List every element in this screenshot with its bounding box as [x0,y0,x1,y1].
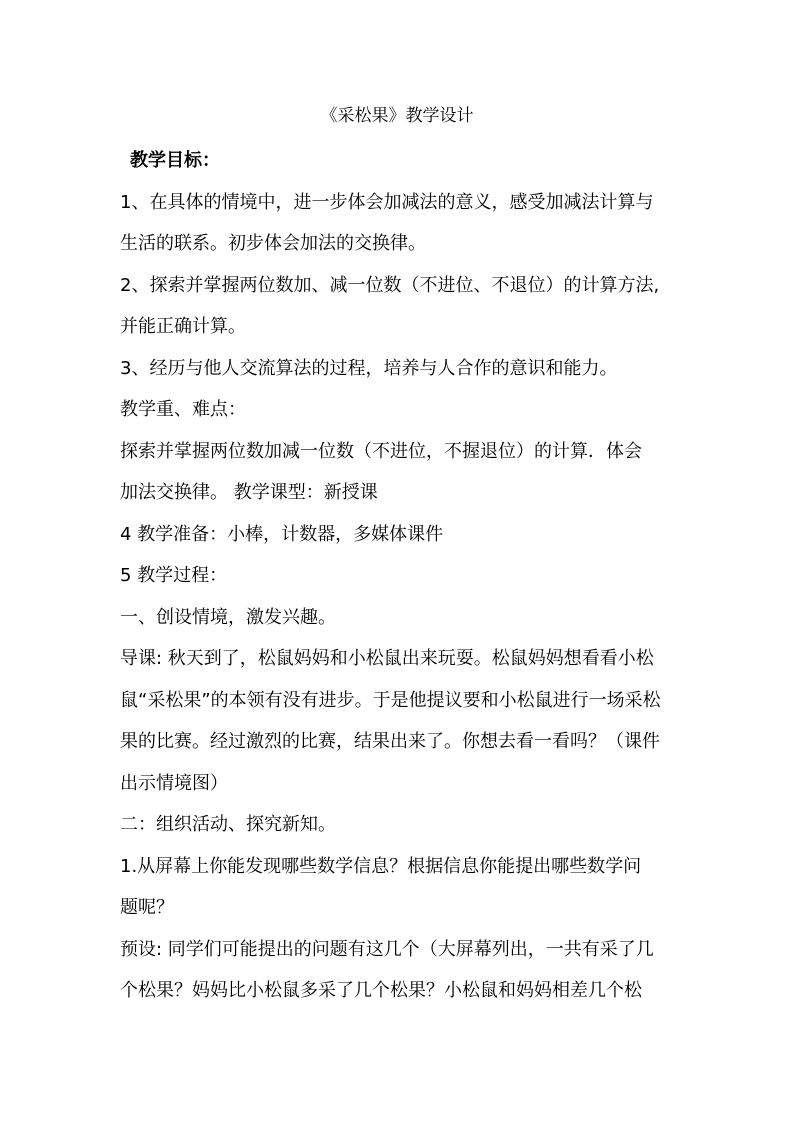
paragraph-line: 果的比赛。经过激烈的比赛，结果出来了。你想去看一看吗？（课件 [120,731,660,752]
paragraph-line: 4 教学准备：小棒，计数器，多媒体课件 [120,524,444,545]
section-heading: 一、创设情境，激发兴趣。 [120,607,336,628]
paragraph-line: 并能正确计算。 [120,316,246,337]
heading-teaching-process: 5 教学过程： [120,565,228,586]
document-title: 《采松果》教学设计 [320,106,474,126]
paragraph-line: 导课: 秋天到了，松鼠妈妈和小松鼠出来玩耍。松鼠妈妈想看看小松 [120,648,654,669]
paragraph-line: 题呢？ [120,897,174,918]
heading-key-points: 教学重、难点： [120,399,246,420]
paragraph-line: 探索并掌握两位数加减一位数（不进位，不握退位）的计算．体会 [120,441,642,462]
paragraph-line: 预设: 同学们可能提出的问题有这几个（大屏幕列出，一共有采了几 [120,939,654,960]
paragraph-line: 1、在具体的情境中，进一步体会加减法的意义，感受加减法计算与 [120,192,654,213]
paragraph-line: 鼠“采松果”的本领有没有进步。于是他提议要和小松鼠进行一场采松 [120,690,661,711]
paragraph-line: 出示情境图） [120,773,228,794]
paragraph-line: 个松果？妈妈比小松鼠多采了几个松果？小松鼠和妈妈相差几个松 [120,980,642,1001]
paragraph-line: 生活的联系。初步体会加法的交换律。 [120,233,426,254]
paragraph-line: 1.从屏幕上你能发现哪些数学信息？根据信息你能提出哪些数学问 [120,856,642,877]
heading-teaching-goals: 教学目标： [130,150,220,171]
paragraph-line: 3、经历与他人交流算法的过程，培养与人合作的意识和能力。 [120,358,618,379]
paragraph-line: 加法交换律。 教学课型：新授课 [120,482,378,503]
section-heading: 二：组织活动、探究新知。 [120,814,336,835]
paragraph-line: 2、探索并掌握两位数加、减一位数（不进位、不退位）的计算方法, [120,275,660,296]
